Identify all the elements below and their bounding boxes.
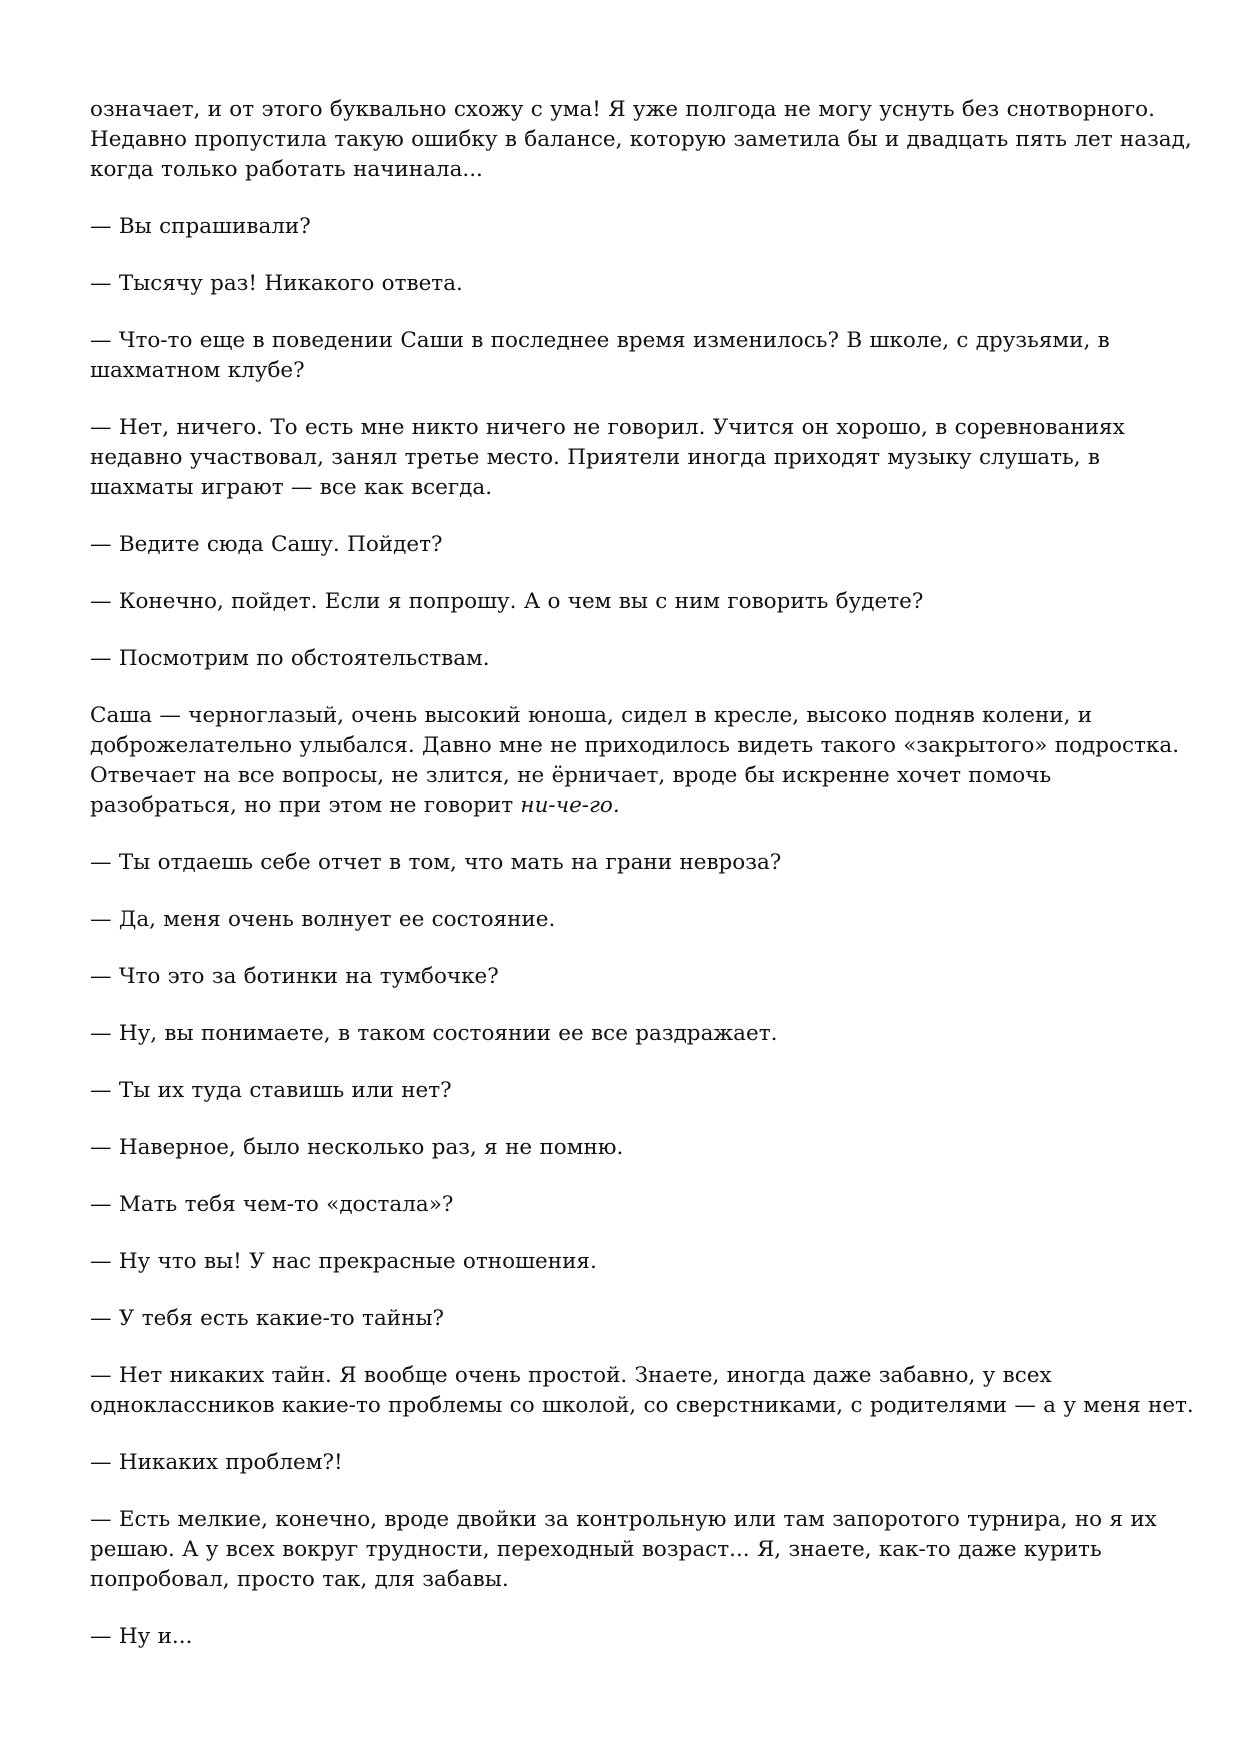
text-line: Недавно пропустила такую ошибку в балансе, которую заметила бы и двадцать пять лет назад,	[90, 127, 1192, 152]
dialogue-line	[90, 1505, 1165, 1595]
text-line: Саша — черноглазый, очень высокий юноша, сидел в кресле, высоко подняв колени, и	[90, 703, 1093, 728]
text-line: — Да, меня очень волнует ее состояние.	[90, 907, 556, 932]
text-line: попробовал, просто так, для забавы.	[90, 1567, 509, 1592]
text-line: означает, и от этого буквально схожу с ума! Я уже полгода не могу уснуть без снотворного.	[90, 97, 1155, 122]
paragraph	[90, 95, 1192, 185]
text-line: — Ты их туда ставишь или нет?	[90, 1078, 452, 1103]
paragraph	[90, 701, 1180, 821]
dialogue-line	[90, 1361, 1194, 1421]
text-line: — Ты отдаешь себе отчет в том, что мать на грани невроза?	[90, 850, 782, 875]
text-line: — Мать тебя чем-то «достала»?	[90, 1192, 454, 1217]
dialogue-line	[90, 587, 1165, 617]
dialogue-line	[90, 1448, 1165, 1478]
text-line: одноклассников какие-то проблемы со школой, со сверстниками, с родителями — а у меня нет.	[90, 1393, 1194, 1418]
text-line: — Нет, ничего. То есть мне никто ничего не говорил. Учится он хорошо, в соревнованиях	[90, 415, 1125, 440]
dialogue-line	[90, 212, 1165, 242]
dialogue-line	[90, 962, 1165, 992]
text-line: когда только работать начинала...	[90, 157, 483, 182]
text-segment: разобраться, но при этом не говорит	[90, 793, 521, 818]
dialogue-line	[90, 413, 1165, 503]
text-line: шахматном клубе?	[90, 358, 305, 383]
dialogue-line	[90, 1190, 1165, 1220]
dialogue-line	[90, 269, 1165, 299]
text-line: — Посмотрим по обстоятельствам.	[90, 646, 490, 671]
text-column	[90, 95, 1194, 1679]
text-line: — Ведите сюда Сашу. Пойдет?	[90, 532, 443, 557]
text-line: недавно участвовал, занял третье место. Приятели иногда приходят музыку слушать, в	[90, 445, 1100, 470]
dialogue-line	[90, 1133, 1165, 1163]
text-line: — Конечно, пойдет. Если я попрошу. А о чем вы с ним говорить будете?	[90, 589, 924, 614]
text-line: — Наверное, было несколько раз, я не помню.	[90, 1135, 624, 1160]
text-line	[90, 791, 1165, 821]
dialogue-line	[90, 905, 1165, 935]
text-line: — Нет никаких тайн. Я вообще очень простой. Знаете, иногда даже забавно, у всех	[90, 1363, 1052, 1388]
text-line: — Есть мелкие, конечно, вроде двойки за контрольную или там запоротого турнира, но я их	[90, 1507, 1157, 1532]
dialogue-line	[90, 326, 1165, 386]
text-line: — У тебя есть какие-то тайны?	[90, 1306, 445, 1331]
dialogue-line	[90, 1304, 1165, 1334]
dialogue-line	[90, 530, 1165, 560]
dialogue-line	[90, 1076, 1165, 1106]
text-line: — Что-то еще в поведении Саши в последнее время изменилось? В школе, с друзьями, в	[90, 328, 1110, 353]
text-line: Отвечает на все вопросы, не злится, не ёрничает, вроде бы искренне хочет помочь	[90, 763, 1052, 788]
dialogue-line	[90, 644, 1165, 674]
text-line: — Ну что вы! У нас прекрасные отношения.	[90, 1249, 597, 1274]
text-line: — Ну, вы понимаете, в таком состоянии ее все раздражает.	[90, 1021, 778, 1046]
text-line: — Вы спрашивали?	[90, 214, 311, 239]
text-line: шахматы играют — все как всегда.	[90, 475, 493, 500]
text-line: — Тысячу раз! Никакого ответа.	[90, 271, 463, 296]
text-line: — Никаких проблем?!	[90, 1450, 343, 1475]
text-line: — Что это за ботинки на тумбочке?	[90, 964, 499, 989]
emphasized-text: ни-че-го.	[520, 793, 620, 818]
dialogue-line	[90, 1622, 1165, 1652]
dialogue-line	[90, 848, 1165, 878]
text-line: решаю. А у всех вокруг трудности, переходный возраст... Я, знаете, как-то даже курить	[90, 1537, 1102, 1562]
text-line: доброжелательно улыбался. Давно мне не приходилось видеть такого «закрытого» подростка.	[90, 733, 1180, 758]
dialogue-line	[90, 1019, 1165, 1049]
text-line: — Ну и...	[90, 1624, 193, 1649]
dialogue-line	[90, 1247, 1165, 1277]
